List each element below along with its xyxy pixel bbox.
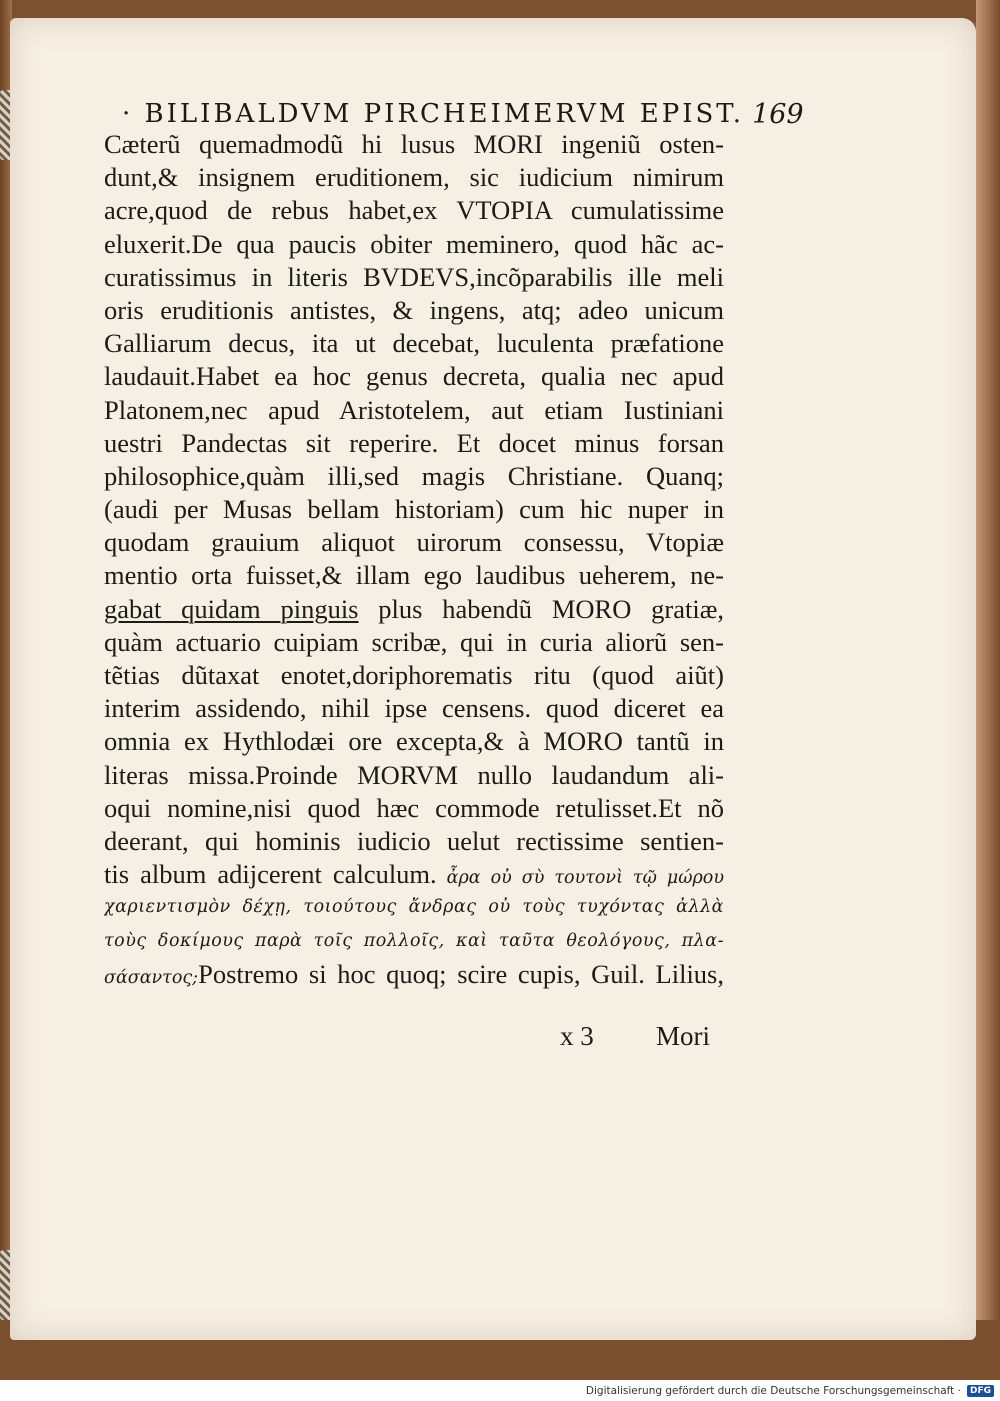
greek-line: χαριεντισμὸν δέχῃ, τοιούτους ἄνδρας οὐ τοὺς τυχόντας ἀλλὰ [104, 897, 724, 918]
catchword: Mori [656, 1020, 710, 1051]
text-line-underlined [104, 593, 724, 626]
text-line: quodam grauium aliquot uirorum consessu, Vtopiæ [104, 527, 724, 558]
text-line: oris eruditionis antistes, & ingens, atq; adeo unicum [104, 294, 724, 325]
footer-credit: Digitalisierung gefördert durch die Deutsche Forschungsgemeinschaft · [585, 1384, 961, 1397]
book-fore-edge [976, 0, 1000, 1380]
text-line: dunt,& insignem eruditionem, sic iudicium nimirum [104, 162, 724, 193]
text-line: (audi per Musas bellam historiam) cum hic nuper in [104, 494, 724, 525]
text-line: eluxerit.De qua paucis obiter meminero, quod hãc ac- [104, 228, 724, 259]
text-line: Galliarum decus, ita ut decebat, luculenta præfatione [104, 328, 724, 359]
text-line-rest: plus habendũ MORO gratiæ, [358, 593, 724, 624]
text-line: uestri Pandectas sit reperire. Et docet minus forsan [104, 427, 724, 458]
text-line: Platonem,nec apud Aristotelem, aut etiam Iustiniani [104, 394, 724, 425]
text-block [104, 128, 724, 991]
catchword-line [560, 1018, 710, 1054]
greek-line: τοὺς δοκίμους παρὰ τοῖς πολλοῖς, καὶ ταῦτα θεολόγους, πλα- [104, 930, 724, 951]
text-line: omnia ex Hythlodæi ore excepta,& à MORO tantũ in [104, 726, 724, 757]
digitization-footer [0, 1380, 1000, 1401]
greek-text: σάσαντος; [104, 967, 199, 988]
text-line: literas missa.Proinde MORVM nullo laudandum ali- [104, 759, 724, 790]
text-line: laudauit.Habet ea hoc genus decreta, qualia nec apud [104, 361, 724, 392]
dfg-logo-icon: DFG [967, 1385, 994, 1397]
underlined-phrase: gabat quidam pinguis [104, 593, 359, 624]
text-line: tẽtias dũtaxat enotet,doriphorematis ritu (quod aiũt) [104, 660, 724, 690]
greek-text: ἆρα οὐ σὺ τουτονὶ τῷ μώρου [436, 868, 724, 889]
text-line: mentio orta fuisset,& illam ego laudibus ueherem, ne- [104, 560, 724, 591]
folio-number: 169 [752, 98, 804, 130]
text-line: Cæterũ quemadmodũ hi lusus MORI ingeniũ osten- [104, 129, 724, 159]
text-line: acre,quod de rebus habet,ex VTOPIA cumulatissime [104, 195, 724, 226]
latin-text: Postremo si hoc quoq; scire cupis, Guil. Lilius, [198, 958, 724, 989]
text-line: quàm actuario cuipiam scribæ, qui in curia aliorũ sen- [104, 626, 724, 657]
text-line: curatissimus in literis BVDEVS,incõparabilis ille meli [104, 261, 724, 292]
latin-text: tis album adijcerent calculum. [104, 859, 437, 890]
running-head-text: · BILIBALDVM PIRCHEIMERVM EPIST. [122, 99, 745, 129]
text-line: deerant, qui hominis iudicio uelut rectissime sentien- [104, 825, 724, 856]
text-line: oqui nomine,nisi quod hæc commode retulisset.Et nõ [104, 792, 724, 823]
text-line-mixed [104, 858, 724, 891]
text-line: interim assidendo, nihil ipse censens. quod diceret ea [104, 693, 724, 724]
text-line: philosophice,quàm illi,sed magis Christiane. Quanq; [104, 460, 724, 491]
text-line-mixed [104, 958, 724, 991]
signature-mark: x 3 [560, 1020, 594, 1051]
